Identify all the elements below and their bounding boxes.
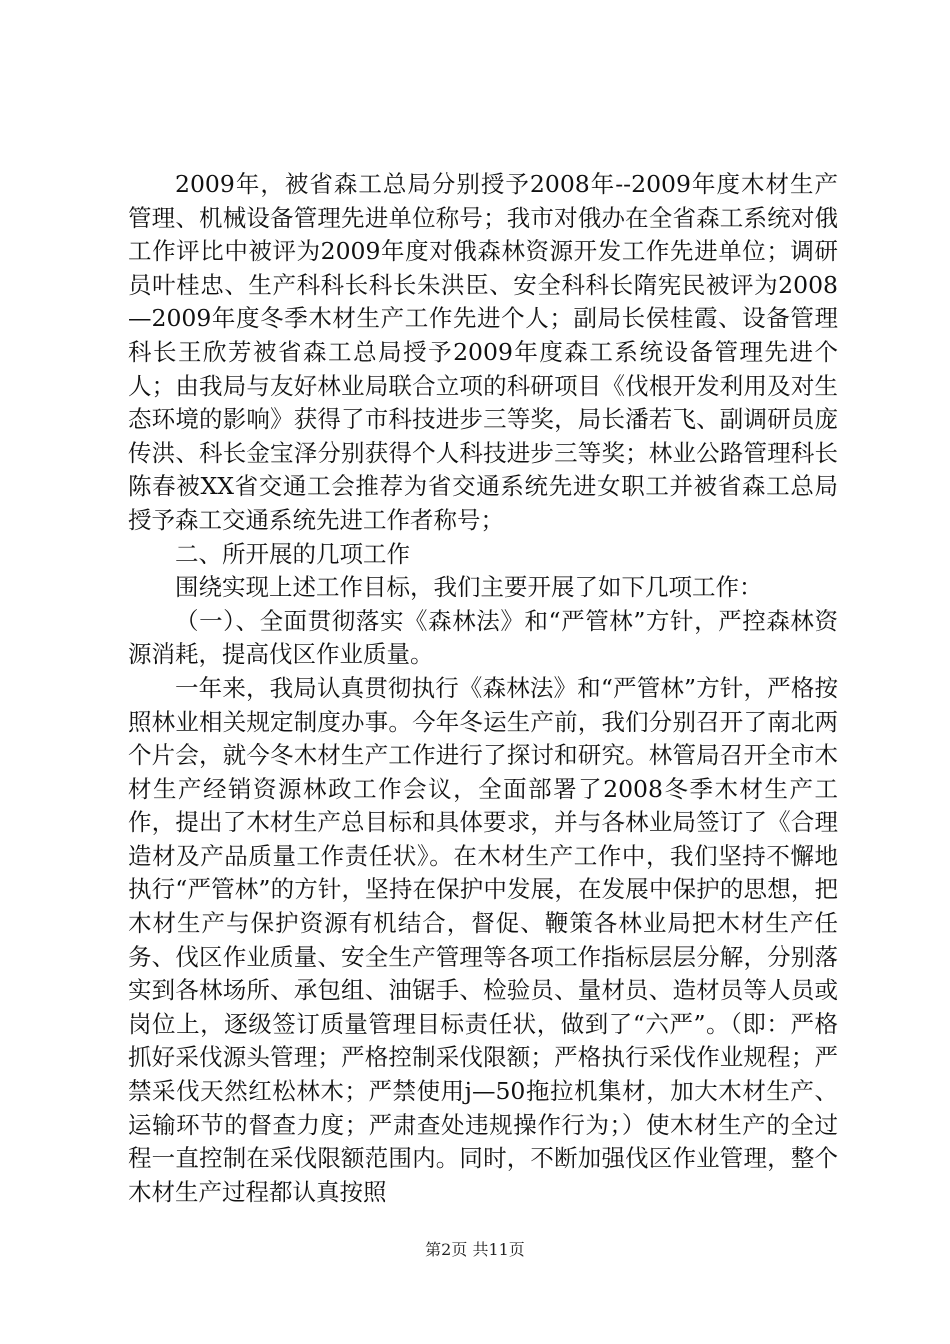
section-heading: 二、所开展的几项工作 <box>175 539 410 568</box>
subsection-heading: （一）、全面贯彻落实《森林法》和“严管林”方针，严控森林资源消耗，提高伐区作业质量。 <box>128 606 838 669</box>
paragraph-awards: 2009年，被省森工总局分别授予2008年--2009年度木材生产管理、机械设备管理先进单位称号；我市对俄办在全省森工系统对俄工作评比中被评为2009年度对俄森林资源开发工作先进单位；调研员叶桂忠、生产科科长科长朱洪臣、安全科科长隋宪民被评为2008—2009年度冬季木材生产工作先进个人；副局长侯桂霞、设备管理科长王欣芳被省森工总局授予2009年度森工系统设备管理先进个人；由我局与友好林业局联合立项的科研项目《伐根开发利用及对生态环境的影响》获得了市科技进步三等奖，局长潘若飞、副调研员庞传洪、科长金宝泽分别获得个人科技进步三等奖；林业公路管理科长陈春被XX省交通工会推荐为省交通系统先进女职工并被省森工总局授予森工交通系统先进工作者称号； <box>128 170 838 534</box>
document-body <box>128 168 838 1209</box>
paragraph-work-details: 一年来，我局认真贯彻执行《森林法》和“严管林”方针，严格按照林业相关规定制度办事。今年冬运生产前，我们分别召开了南北两个片会，就今冬木材生产工作进行了探讨和研究。林管局召开全市木材生产经销资源林政工作会议，全面部署了2008冬季木材生产工作，提出了木材生产总目标和具体要求，并与各林业局签订了《合理造材及产品质量工作责任状》。在木材生产工作中，我们坚持不懈地执行“严管林”的方针，坚持在保护中发展，在发展中保护的思想，把木材生产与保护资源有机结合，督促、鞭策各林业局把木材生产任务、伐区作业质量、安全生产管理等各项工作指标层层分解，分别落实到各林场所、承包组、油锯手、检验员、量材员、造材员等人员或岗位上，逐级签订质量管理目标责任状，做到了“六严”。（即：严格抓好采伐源头管理；严格控制采伐限额；严格执行采伐作业规程；严禁采伐天然红松林木；严禁使用j—50拖拉机集材，加大木材生产、运输环节的督查力度；严肃查处违规操作行为；）使木材生产的全过程一直控制在采伐限额范围内。同时，不断加强伐区作业管理，整个木材生产过程都认真按照 <box>128 673 838 1206</box>
page-number-footer: 第2页 共11页 <box>425 1240 525 1259</box>
paragraph-intro: 围绕实现上述工作目标，我们主要开展了如下几项工作： <box>175 573 763 602</box>
